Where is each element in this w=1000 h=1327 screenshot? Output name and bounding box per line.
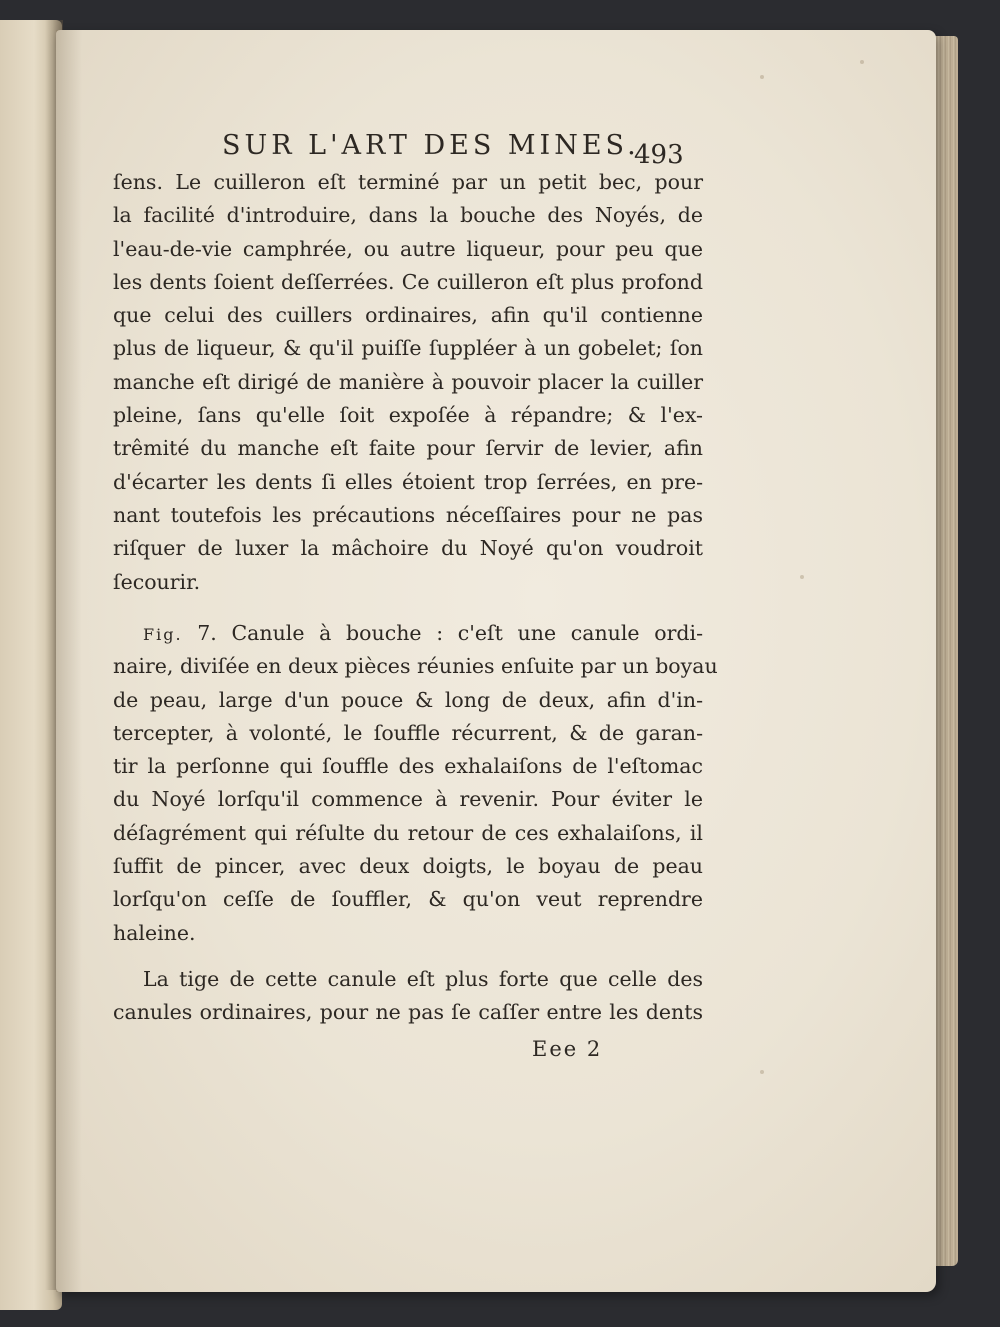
text-line: naire, diviſée en deux pièces réunies enſuite par un boyau (113, 654, 718, 679)
text-line-first (113, 617, 703, 650)
page-number: 493 (634, 140, 684, 170)
figure-caption-start: 7. Canule à bouche : c'eſt une canule ordi- (182, 621, 703, 645)
paragraph-2 (113, 617, 718, 950)
text-line: trêmité du manche eſt faite pour ſervir de levier, afin (113, 436, 703, 461)
text-line: ſecourir. (113, 569, 201, 594)
paragraph-1 (113, 166, 703, 599)
text-line: manche eſt dirigé de manière à pouvoir placer la cuiller (113, 369, 703, 394)
text-line: d'écarter les dents ſi elles étoient trop ſerrées, en pre- (113, 469, 703, 494)
text-line: déſagrément qui réſulte du retour de ces exhalaiſons, il (113, 820, 703, 845)
paper-fleck (860, 60, 864, 64)
text-line: du Noyé lorſqu'il commence à revenir. Pour éviter le (113, 787, 703, 812)
text-line: La tige de cette canule eſt plus forte que celle des (143, 967, 703, 991)
paragraph-3 (113, 963, 703, 1030)
text-line: nant toutefois les précautions néceſſaires pour ne pas (113, 502, 703, 527)
text-line: lorſqu'on ceſſe de ſouffler, & qu'on veut reprendre (113, 887, 703, 912)
text-line: les dents ſoient deſſerrées. Ce cuilleron eſt plus profond (113, 269, 703, 294)
figure-label: Fig. (143, 625, 183, 644)
text-line: pleine, ſans qu'elle ſoit expoſée à répandre; & l'ex- (113, 403, 703, 428)
paper-fleck (760, 75, 764, 79)
running-head: SUR L'ART DES MINES. (222, 130, 640, 161)
text-line: que celui des cuillers ordinaires, afin qu'il contienne (113, 303, 703, 328)
text-line: la facilité d'introduire, dans la bouche des Noyés, de (113, 203, 703, 228)
text-line: plus de liqueur, & qu'il puiſſe ſuppléer à un gobelet; ſon (113, 336, 703, 361)
signature-mark: Eee 2 (532, 1037, 603, 1061)
text-line: l'eau-de-vie camphrée, ou autre liqueur, pour peu que (113, 236, 703, 261)
text-line: tir la perſonne qui ſouffle des exhalaiſons de l'eſtomac (113, 754, 703, 779)
paper-fleck (760, 1070, 764, 1074)
text-line: ſuffit de pincer, avec deux doigts, le boyau de peau (113, 854, 703, 879)
text-line: tercepter, à volonté, le ſouffle récurrent, & de garan- (113, 720, 703, 745)
paper-fleck (800, 575, 804, 579)
text-line: canules ordinaires, pour ne pas ſe caſſer entre les dents (113, 1000, 703, 1025)
text-line: de peau, large d'un pouce & long de deux, afin d'in- (113, 687, 703, 712)
text-line: ſens. Le cuilleron eſt terminé par un petit bec, pour (113, 170, 703, 194)
text-line: haleine. (113, 920, 196, 945)
text-line: riſquer de luxer la mâchoire du Noyé qu'on voudroit (113, 536, 703, 561)
page-gutter (56, 30, 82, 1292)
